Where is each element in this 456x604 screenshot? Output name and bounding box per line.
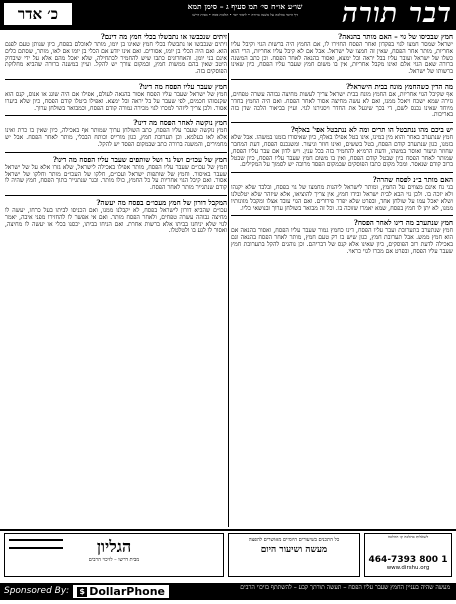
sponsor-name: DollarPhone — [89, 585, 166, 598]
section-divider — [5, 115, 227, 116]
article-block — [5, 119, 227, 148]
hotline-box[interactable] — [364, 533, 452, 577]
section-divider — [5, 195, 227, 196]
sponsor-logo[interactable] — [73, 585, 169, 598]
question-heading: חמץ של עכו״ם ושל גר ושל שותפים שעבר עליו הפסח מה דינו? — [52, 154, 227, 164]
dollar-icon: $ — [77, 587, 87, 597]
header-bar — [0, 0, 456, 30]
hotline-phone[interactable]: 1 800 464-7393 — [368, 555, 448, 565]
sponsor[interactable] — [4, 585, 169, 598]
answer-text: אף שקיבל הגוי אחריות, אם החמץ מונח בבית ישראל צריך לעשות מחיצה גבוהה עשרה טפחים, גזירה שמא ישכח ויאכל ממנו, ואם לא עשה מחיצה אסור לאחר הפסח. ואם היה החמץ בחדר מיוחד שאינו נכנס לשם, די בכך שינעל את החדר ויסגירנו לגוי. ועיין בביאור הלכה שדן בזה באריכות. — [231, 90, 453, 119]
article-block — [231, 126, 453, 169]
article-block — [5, 199, 227, 235]
question-heading: חמץ שבכיסו של גוי – האם מותר בהנאה? — [338, 33, 453, 41]
article-block — [5, 83, 227, 112]
notice-heading: מעשה ושיעור היום — [260, 545, 328, 555]
answer-text: עכו״ם שהביא דורון לישראל בפסח, לא יקבלנו ממנו, ואם הכניסו לביתו בעל כרחו, יעשה לו מחיצה גבוהה עשרה טפחים, ולאחר הפסח מותר. ואם אי אפשר לו להחזירו מפני איבה, יאמר לגוי שלא יניחנו בביתו אלא ברשות אחרת. ואם הניחו בביתו, יכסנו בכלי או יעשה לו מחיצה, ואסור לו לגע בו ולטלטלו. — [5, 206, 227, 235]
question-heading: האם מותר ב״נ לפסח שהרה? — [372, 175, 453, 185]
decorative-stripe — [9, 539, 63, 549]
header-reference: שו״ע או״ח סי׳ תמ סעיף ג – סימן תמא — [187, 2, 303, 11]
question-heading: חמץ שעבר עליו הפסח מה דינו? — [138, 81, 227, 91]
bottom-rule — [0, 529, 456, 531]
footer-bar — [0, 583, 456, 600]
answer-text: ישראל שמסר חמצו לגוי בפקדון ואחר הפסח החזירו לו, אם החמץ היה ברשות הגוי וקיבל עליו אחריות, מותר אחר הפסח, שאין זה חמצו של ישראל. אבל אם לא קיבל עליו אחריות, הרי הוא כשלו של ישראל ועובר עליו בבל יראה ובל ימצא, ואסור בהנאה לאחר הפסח. וכן כתב המשנה ברורה שאם הגוי אלם ואינו מקבל אחריות, אין בו משום חמץ שעבר עליו הפסח, כיון שאינו ברשותו של ישראל. — [231, 41, 453, 76]
answer-text: חמץ שנתערב באחר והוא מין במינו, אינו בטל אפילו באלף, כיון שאיסורו בזמנו במשהו. אבל שלא בזמנו, כגון שנתערב קודם הפסח, בטל בששים, ואינו חוזר וניעור. ומשנכנס הפסח, דעת המחבר שחוזר וניעור ואוסר במשהו, ודעת הרמ״א להחמיר בזה בכל ענין. ויש לדון אם עבר עליו הפסח, שמותר לאחר הפסח כיון שבטל קודם הפסח, ואין בו משום חמץ שעבר עליו הפסח, כיון שבטל ברוב קודם שנאסר. ומכל מקום כתבו הפוסקים שבמקום הפסד מרובה יש לסמוך על המקילים. — [231, 134, 453, 169]
notice-box — [228, 533, 360, 577]
notice-text: כל התכנים בשיעורים היומיים מאושרים להפצה — [248, 537, 340, 543]
section-divider — [231, 122, 453, 123]
answer-text: זיתים שנכבשו או נתבשלו בכלי חמץ שאינו בן יומו, מותר לאוכלם בפסח, כיון שנותן טעם לפגם הוא. ואם היה הכלי בן יומו, אסורים. ואם אינו יודע אם הכלי בן יומו אם לאו, מותר, שסתם כלים אינם בני יומן. והאחרונים כתבו שיש להחמיר לכתחילה, שלא יאכל מהם אלא על ידי שיבדוק היטב שאין בהם ממשות חמץ, ובמקום צורך יש להקל. ועיין במשנה ברורה שהביא מחלוקת הפוסקים בזה. — [5, 41, 227, 76]
article-block — [5, 33, 227, 76]
left-column — [5, 33, 227, 527]
answer-text: בני נח אינם מצווים על החמץ, ומותר לישראל ליהנות מחמצו של גוי בפסח, ובלבד שלא יקנהו ולא יזכה בו. ולכן גוי הבא לבית ישראל ובידו חמץ, אין צריך להוציאו, אלא שיזהר שלא יטלטלנו ושלא יאכל עמו על שולחן אחד, ובפרט שלא יפרר פירורים. ואם הגוי עובד אצלו ומקבל מזונותיו ממנו, לא יתן לו חמץ בפסח, שמא יאמרו שזוכה בו. וכל זה מבואר בשולחן ערוך ובנושאי כליו. — [231, 184, 453, 212]
question-heading: יש ביכם מהו ננתבטל הו תרים ומה לא ננתבטל אפי' באלף? — [290, 125, 453, 135]
section-divider — [231, 215, 453, 216]
section-divider — [5, 152, 227, 153]
question-heading: חמץ שנתערב מה דינו לאחר הפסח? — [353, 218, 453, 228]
footer-text: מעשה שהיה בעניין החמץ שעבר עליו הפסח – תעשה תורתך קבע – להשתתף בזיכוי הרבים — [240, 584, 450, 591]
hotline-caption: לשאלות בהלכה קו ההלכה — [387, 534, 429, 539]
article-block — [231, 83, 453, 119]
header-subtext: דף היומי בהלכה על משנה ברורה • לימוד יומי • הלכות פסח • מבית דרשו — [192, 13, 298, 17]
publisher-logo: הגליון — [96, 537, 132, 556]
article-block — [231, 176, 453, 212]
question-heading: מה הדין כשהחמץ מונח בבית הישראל? — [345, 81, 453, 91]
answer-text: חמץ שנתערב בתערובת ועבר עליו הפסח, דינו כחמץ גמור שעבר עליו הפסח, ואסור בהנאה אם הוא חמץ ממש. אבל תערובת חמץ, כגון שיש בו רק טעם חמץ, מותר לאחר הפסח בהנאה וגם באכילה לדעת רוב הפוסקים, כיון שאינו אלא קנס של דבריהם. וכן נוהגים להקל בתערובת חמץ שעבר עליו הפסח, ובפרט אם מכרו לגוי כראוי. — [231, 227, 453, 255]
date-badge: כ׳ אדר — [4, 3, 72, 25]
question-heading: המקבל דורון של חמץ מעכו״ם בפסח מה יעשה? — [96, 197, 227, 207]
question-heading: זיתים שנכבשו או נתבשלו בכלי חמץ מה דינם? — [100, 33, 227, 41]
question-heading: חמץ נוקשה לאחר הפסח מה דינו? — [133, 118, 227, 128]
answer-text: חמץ של ישראל שעבר עליו הפסח אסור בהנאה לעולם, אפילו אם היה שוגג או אנוס, קנס הוא שקנסוהו חכמים, לפי שעבר על בל יראה ובל ימצא. ואפילו ביטלו קודם הפסח, כיון שלא ביערו אסור. ולכן צריך ליזהר למכרו לגוי מכירה גמורה קודם הפסח, וכמבואר בשולחן ערוך. — [5, 90, 227, 112]
answer-text: חמץ של עכו״ם שעבר עליו הפסח, מותר אפילו באכילה לישראל, שלא גזרו אלא על של ישראל שעבר באיסור. וחמץ של שותפות ישראל ועכו״ם, חלקו של העכו״ם מותר וחלקו של ישראל אסור. ואם קיבל הגוי אחריות על כל החמץ, כולו מותר. ובגר שנתגייר בתוך הפסח, חמץ שהיה לו קודם שנתגייר מותר לאחר הפסח. — [5, 163, 227, 192]
sponsor-label: Sponsored By: — [4, 586, 70, 596]
right-column — [231, 33, 453, 527]
page-title: דבר תורה — [342, 0, 452, 29]
publisher-tagline: מבית דרשו – לזיכוי הרבים — [88, 557, 140, 563]
section-divider — [5, 79, 227, 80]
article-block — [5, 156, 227, 192]
publisher-box — [4, 533, 224, 577]
column-divider — [228, 33, 229, 527]
hotline-website[interactable]: www.dirshu.org — [386, 565, 430, 571]
section-divider — [231, 79, 453, 80]
section-divider — [231, 172, 453, 173]
promo-strip — [0, 533, 456, 581]
answer-text: חמץ נוקשה שעבר עליו הפסח, כתב השולחן ערוך שמותר אף באכילה, כיון שאין בו כרת ואינו אלא לאו בעלמא. וכן תערובת חמץ, כגון מורייס וכותח הבבלי, מותר לאחר הפסח. אבל יש מחמירים, והמשנה ברורה כתב שבמקום הפסד יש להקל. — [5, 127, 227, 148]
article-block — [231, 33, 453, 76]
article-block — [231, 219, 453, 255]
